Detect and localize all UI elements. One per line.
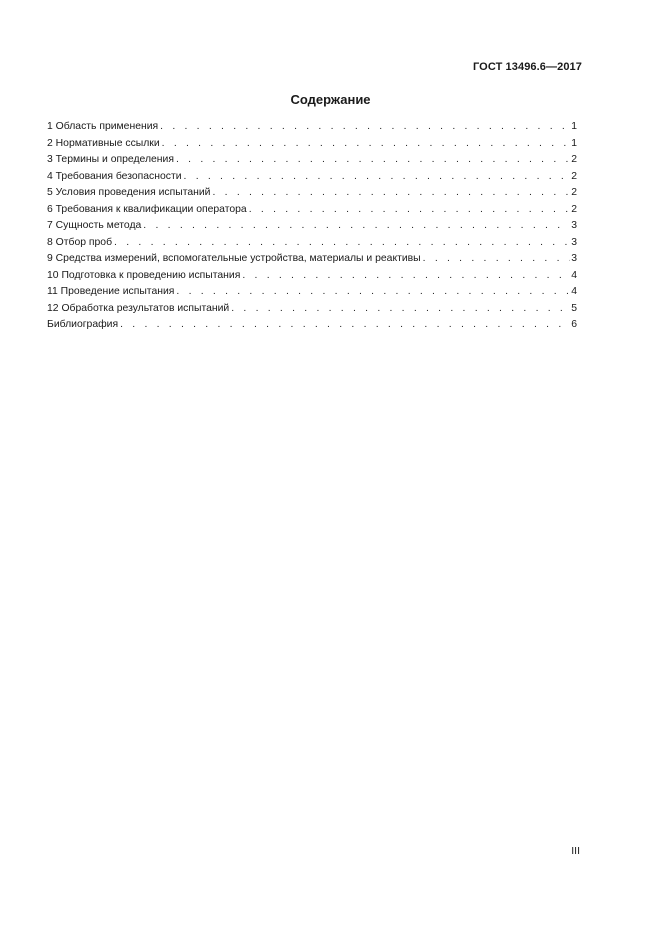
toc-dot-leader xyxy=(162,136,571,153)
page-number: III xyxy=(571,845,580,857)
toc-item[interactable] xyxy=(47,317,577,334)
toc-item-label: 10 Подготовка к проведению испытания xyxy=(47,269,241,281)
toc-dot-leader xyxy=(423,251,571,268)
toc-dot-leader xyxy=(212,185,570,202)
toc-item-label: 11 Проведение испытания xyxy=(47,286,175,297)
standard-designation: ГОСТ 13496.6—2017 xyxy=(472,61,582,73)
toc-item[interactable] xyxy=(47,235,577,252)
toc-dot-leader xyxy=(114,235,570,252)
toc-item-label: 9 Средства измерений, вспомогательные устройства, материалы и реактивы xyxy=(47,253,421,264)
toc-item-label: 12 Обработка результатов испытаний xyxy=(47,302,230,314)
toc-item-page: 5 xyxy=(571,302,577,314)
toc-dot-leader xyxy=(120,317,570,334)
toc-item-label: 8 Отбор проб xyxy=(47,236,113,248)
toc-item[interactable] xyxy=(47,185,577,202)
toc-item[interactable] xyxy=(47,202,577,219)
toc-item[interactable] xyxy=(47,268,577,285)
toc-item-page: 6 xyxy=(571,319,577,330)
toc-item[interactable] xyxy=(47,119,577,136)
toc-item-label: 2 Нормативные ссылки xyxy=(47,137,160,149)
toc-dot-leader xyxy=(176,284,570,301)
toc-item-label: Библиография xyxy=(47,319,119,330)
toc-item-page: 2 xyxy=(571,203,577,215)
toc-item[interactable] xyxy=(47,152,577,169)
toc-dot-leader xyxy=(160,119,570,136)
toc-item-page: 2 xyxy=(571,170,577,182)
toc-item-label: 6 Требования к квалификации оператора xyxy=(47,203,247,215)
toc-dot-leader xyxy=(176,152,570,169)
toc-dot-leader xyxy=(242,268,570,285)
toc-item[interactable] xyxy=(47,284,577,301)
toc-item-page: 1 xyxy=(571,121,577,132)
toc-dot-leader xyxy=(249,202,571,219)
toc-dot-leader xyxy=(184,169,571,186)
toc-item-page: 3 xyxy=(571,253,577,264)
toc-item-page: 3 xyxy=(571,236,577,248)
toc-title: Содержание xyxy=(290,92,371,107)
toc-item[interactable] xyxy=(47,251,577,268)
toc-item-page: 4 xyxy=(571,286,577,297)
toc-item-label: 4 Требования безопасности xyxy=(47,170,182,182)
toc-dot-leader xyxy=(231,301,570,318)
toc-item-page: 3 xyxy=(571,220,577,231)
toc-item[interactable] xyxy=(47,301,577,318)
toc-item-page: 2 xyxy=(571,154,577,165)
toc-item[interactable] xyxy=(47,169,577,186)
toc-item-page: 4 xyxy=(571,269,577,281)
toc-item-label: 3 Термины и определения xyxy=(47,154,174,165)
toc-item-label: 5 Условия проведения испытаний xyxy=(47,187,211,198)
toc-item-page: 2 xyxy=(571,187,577,198)
table-of-contents xyxy=(47,119,577,334)
toc-item-label: 7 Сущность метода xyxy=(47,220,142,231)
toc-item[interactable] xyxy=(47,218,577,235)
toc-dot-leader xyxy=(143,218,570,235)
toc-item[interactable] xyxy=(47,136,577,153)
toc-item-label: 1 Область применения xyxy=(47,121,159,132)
toc-item-page: 1 xyxy=(571,137,577,149)
